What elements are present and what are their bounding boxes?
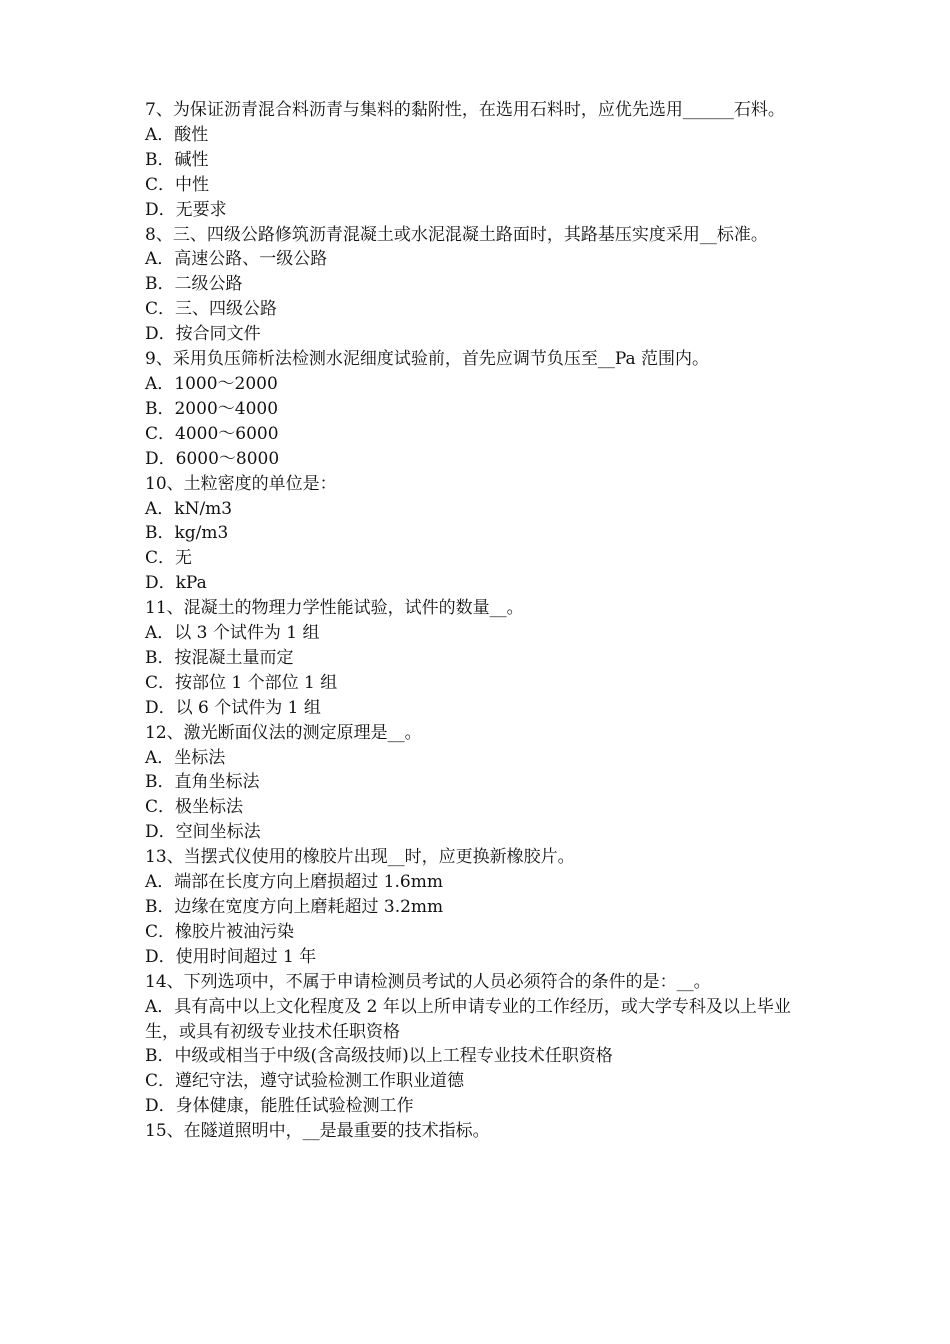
answer-option: A．高速公路、一级公路 <box>145 249 328 270</box>
answer-option: A．酸性 <box>145 124 209 145</box>
answer-option: C．中性 <box>145 174 210 195</box>
answer-option: D．空间坐标法 <box>145 822 261 843</box>
answer-option: C．按部位 1 个部位 1 组 <box>145 672 338 693</box>
answer-option: D．身体健康，能胜任试验检测工作 <box>145 1096 414 1117</box>
answer-option: C．4000～6000 <box>145 423 279 444</box>
question-stem: 15、在隧道照明中，__是最重要的技术指标。 <box>145 1121 490 1142</box>
answer-option: A．kN/m3 <box>145 498 233 519</box>
answer-option: B．二级公路 <box>145 274 243 295</box>
answer-option: B．kg/m3 <box>145 523 229 544</box>
question-stem: 13、当摆式仪使用的橡胶片出现__时，应更换新橡胶片。 <box>145 847 575 868</box>
answer-option: D．无要求 <box>145 199 227 220</box>
answer-option: A．坐标法 <box>145 747 226 768</box>
answer-option: B．中级或相当于中级(含高级技师)以上工程专业技术任职资格 <box>145 1046 613 1067</box>
answer-option: C．极坐标法 <box>145 797 244 818</box>
question-stem: 12、激光断面仪法的测定原理是__。 <box>145 722 422 743</box>
answer-option: A．以 3 个试件为 1 组 <box>145 623 320 644</box>
answer-option: A．具有高中以上文化程度及 2 年以上所申请专业的工作经历，或大学专科及以上毕业生，或具有初级专业技术任职资格 <box>145 996 791 1042</box>
answer-option: B．按混凝土量而定 <box>145 647 294 668</box>
answer-option: B．2000～4000 <box>145 398 279 419</box>
answer-option: C．无 <box>145 548 193 569</box>
question-stem: 9、采用负压筛析法检测水泥细度试验前，首先应调节负压至__Pa 范围内。 <box>145 349 710 370</box>
answer-option: C．三、四级公路 <box>145 299 278 320</box>
question-stem: 14、下列选项中，不属于申请检测员考试的人员必须符合的条件的是：__。 <box>145 971 711 992</box>
answer-option: D．6000～8000 <box>145 448 280 469</box>
question-stem: 7、为保证沥青混合料沥青与集料的黏附性，在选用石料时，应优先选用______石料。 <box>145 100 785 120</box>
answer-option: B．直角坐标法 <box>145 772 260 793</box>
answer-option: A．端部在长度方向上磨损超过 1.6mm <box>145 872 443 893</box>
answer-option: A．1000～2000 <box>145 373 278 394</box>
answer-option: D．kPa <box>145 573 207 594</box>
answer-option: B．碱性 <box>145 149 209 170</box>
question-stem: 11、混凝土的物理力学性能试验，试件的数量__。 <box>145 598 524 619</box>
document-page <box>145 98 810 1144</box>
answer-option: C．遵纪守法，遵守试验检测工作职业道德 <box>145 1071 465 1092</box>
answer-option: D．按合同文件 <box>145 324 261 345</box>
answer-option: B．边缘在宽度方向上磨耗超过 3.2mm <box>145 897 444 917</box>
question-stem: 10、土粒密度的单位是： <box>145 473 337 494</box>
answer-option: C．橡胶片被油污染 <box>145 921 295 942</box>
answer-option: D．使用时间超过 1 年 <box>145 946 317 967</box>
question-stem: 8、三、四级公路修筑沥青混凝土或水泥混凝土路面时，其路基压实度采用__标准。 <box>145 224 768 245</box>
answer-option: D．以 6 个试件为 1 组 <box>145 697 321 718</box>
